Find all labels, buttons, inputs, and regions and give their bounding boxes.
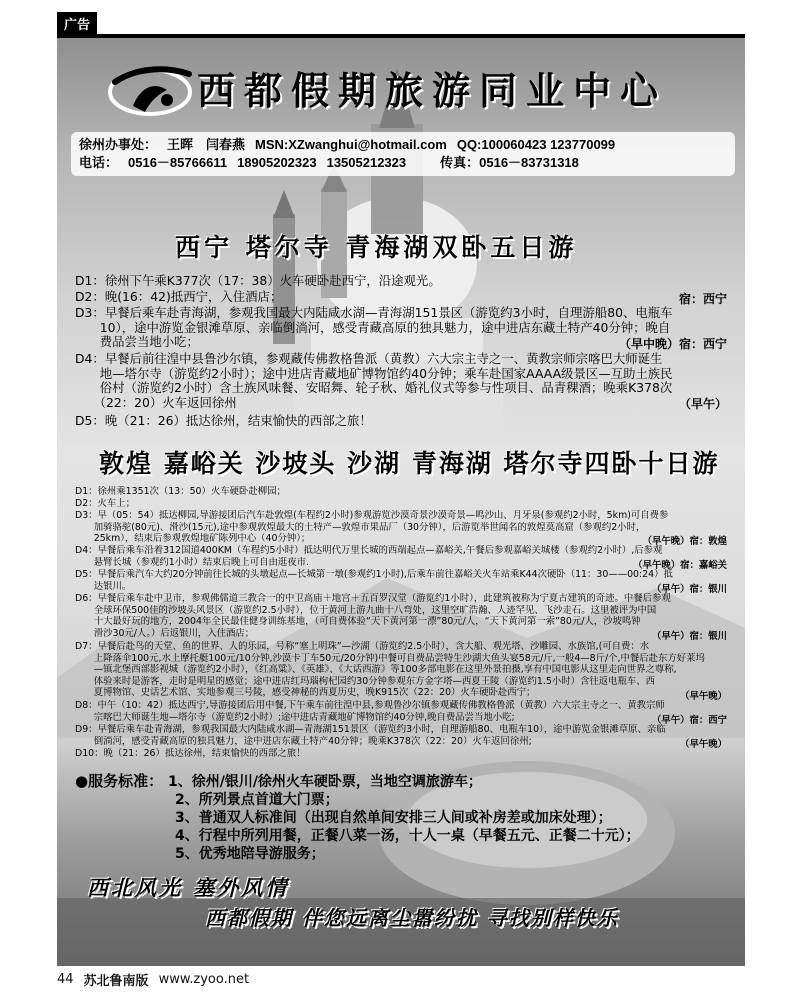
- day-text: 上降落伞100元,水上摩托艇100元/10分钟,沙漠卡丁车50元/20分钟)中餐可自费品尝特生沙湖大鱼头宴58元/斤,一般4—8斤/个,中餐后赴东方好莱坞: [75, 652, 705, 664]
- itinerary-day: [75, 486, 731, 498]
- meal-lodging: （早午晚）: [680, 739, 727, 750]
- day-text: D9：早餐后乘车赴青海湖，参观我国最大内陆咸水湖—青海湖151景区（游览约3小时，自理游船80、电瓶车10），途中游览金银滩草原、亲临: [75, 724, 666, 735]
- day-text: D2：晚(16：42)抵西宁，入住酒店；: [75, 290, 283, 304]
- day-text: D6：早餐后乘车赴中卫市，参观佛儒道三教合一的中卫高庙＋地宫＋五百罗汉堂（游览约1小时），此建筑被称为宁夏古建筑的奇迹。中餐后参观: [75, 593, 671, 604]
- fax-number: 传真：0516－83731318: [440, 155, 579, 170]
- day-text: D1：徐州下午乘K377次（17：38）火车硬卧赴西宁，沿途观光。: [75, 274, 441, 288]
- meal-lodging: （早午）: [678, 397, 727, 411]
- day-text: D3：早（05：54）抵达柳园,导游接团后汽车赴敦煌(车程约2小时)参观游览沙漠奇景沙漠奇景—鸣沙山、月牙泉(参观约2小时，5km)可自费参: [75, 510, 669, 521]
- meal-lodging: 宿：西宁: [678, 292, 727, 306]
- itinerary-day: [75, 414, 731, 429]
- service-standards: [75, 772, 715, 863]
- day-text: D8：中午（10：42）抵达西宁,导游接团后用中餐,下午乘车前往湟中县,参观鲁沙尔镇参观藏传佛教格鲁派（黄教）六大宗主寺之一、黄教宗师: [75, 700, 665, 711]
- meal-lodging: （早午晚）宿：敦煌: [642, 536, 727, 547]
- day-text: 25km），结束后参观敦煌地矿陈列中心（40分钟）；: [75, 533, 311, 545]
- day-text: D10：晚（21：26）抵达徐州，结束愉快的西部之旅！: [75, 748, 306, 759]
- day-text: D7：早餐后赴鸟的天堂、鱼的世界、人的乐园，号称“塞上明珠”—沙湖（游览约2.5小时），含大船、观光塔、沙雕园、水族馆,(可自费：水: [75, 641, 650, 652]
- day-text: 滑沙30元/人。）后返银川，入住酒店；: [75, 627, 255, 639]
- day-text: 达银川。: [75, 580, 132, 592]
- meal-lodging: （早午晚）: [680, 691, 727, 702]
- day-text: —镇北堡西部影视城（游览约2小时），《红高粱》、《英雄》、《大话西游》等100多部电影在这里外景拍摄,享有中国电影从这里走向世界之尊称,: [75, 664, 677, 676]
- ad-label: 广告: [57, 12, 97, 34]
- trip2-title: 敦煌 嘉峪关 沙坡头 沙湖 青海湖 塔尔寺四卧十日游: [99, 449, 720, 478]
- day-text: D4：早餐后前往湟中县鲁沙尔镇，参观藏传佛教格鲁派（黄教）六大宗主寺之一、黄教宗师宗喀巴大师诞生: [75, 352, 663, 366]
- itinerary-day: [75, 724, 731, 750]
- itinerary-day: [75, 510, 731, 545]
- day-text: 宗喀巴大师诞生地—塔尔寺（游览约2小时）;途中进店青藏地矿博物馆约40分钟,晚自费品尝当地小吃;: [75, 711, 515, 723]
- contact-names: 王晖 闫春燕: [167, 137, 246, 152]
- itinerary-day: [75, 306, 731, 350]
- day-text: 十大最好玩的地方，2004年全民最佳健身训练基地，（可自费体验“天下黄河第一漂”80元/人，“天下黄河第一索”80元/人，沙坡鸣钟: [75, 616, 641, 628]
- service-item: 1、徐州/银川/徐州火车硬卧票，当地空调旅游车；: [167, 774, 482, 790]
- page-number: 44: [57, 971, 74, 987]
- itinerary-day: [75, 498, 731, 510]
- day-text: D3：早餐后乘车赴青海湖，参观我国最大内陆咸水湖—青海湖151景区（游览约3小时，自理游船80、电瓶车: [75, 306, 673, 320]
- day-text: 体验来时是游客，走时是明星的感觉；途中进店红玛瑙枸杞园约30分钟参观东方金字塔—西夏王陵（游览约1.5小时）含往返电瓶车、西: [75, 675, 655, 687]
- contact-panel: [71, 132, 735, 176]
- day-text: 俗村（游览约2小时）含土族风味餐、安昭舞、轮子秋、婚礼仪式等参与性项目、品青稞酒；晚乘K378次: [75, 381, 673, 395]
- day-text: 悬臂长城（参观约1小时）结束后晚上可自由逛夜市.: [75, 556, 309, 568]
- service-item: 5、优秀地陪导游服务；: [175, 846, 325, 862]
- poster: [57, 38, 745, 966]
- itinerary-day: [75, 352, 731, 410]
- day-text: 地—塔尔寺（游览约2小时）；途中进店青藏地矿博物馆约40分钟；乘车赴国家AAAA级景区—互助土族民: [75, 366, 673, 381]
- day-text: 10），途中游览金银滩草原、亲临倒淌河，感受青藏高原的独具魅力，途中进店东藏土特产40分钟；晚自: [75, 320, 671, 335]
- service-item: 4、行程中所列用餐，正餐八菜一汤，十人一桌（早餐五元、正餐二十元）；: [175, 828, 640, 844]
- qq-contact: QQ:100060423 123770099: [456, 137, 616, 152]
- edition-label: 苏北鲁南版: [83, 973, 149, 989]
- itinerary-day: [75, 641, 731, 702]
- meal-lodging: （早午）宿：西宁: [651, 715, 727, 726]
- day-text: D2：火车上；: [75, 498, 136, 509]
- meal-lodging: （早中晚）宿：西宁: [618, 337, 727, 351]
- slogan: 西都假期 伴您远离尘嚣纷扰 寻找别样快乐: [205, 906, 619, 930]
- day-text: （22：20）火车返回徐州: [75, 395, 237, 410]
- page-footer: [57, 966, 745, 992]
- service-item: 3、普通双人标准间（出现自然单间安排三人间或补房差或加床处理）；: [175, 810, 612, 826]
- day-text: D5：晚（21：26）抵达徐州，结束愉快的西部之旅！: [75, 414, 372, 428]
- itinerary-day: [75, 569, 731, 595]
- itinerary-day: [75, 545, 731, 571]
- itinerary-day: [75, 274, 731, 289]
- meal-lodging: （早午）宿：银川: [651, 584, 727, 595]
- company-logo: [105, 56, 195, 122]
- slogan: 西北风光 塞外风情: [87, 875, 290, 900]
- brand-title: 西都假期旅游同业中心: [197, 68, 668, 113]
- day-text: 全球环保500佳的沙坡头风景区（游览约2.5小时），位于黄河上游九曲十八弯处，这里空旷浩瀚、人迹罕见、飞沙走石。这里被评为中国: [75, 604, 657, 616]
- day-text: D5：早餐后乘汽车大约20分钟前往长城的头墩起点—长城第一墩(参观约1小时),后乘车前往嘉峪关火车站乘K44次硬卧（11：30——00:24）抵: [75, 569, 673, 580]
- itinerary-day: [75, 290, 731, 305]
- day-text: D1：徐州乘1351次（13：50）火车硬卧赴柳园；: [75, 486, 286, 497]
- phone-label: 电话：: [79, 155, 119, 170]
- itinerary-day: [75, 748, 731, 760]
- website-link[interactable]: www.zyoo.net: [158, 971, 250, 987]
- day-text: 加骑骆驼(80元)、滑沙(15元),途中参观敦煌最大的土特产—敦煌市果品厂（30分钟），后游览举世闻名的敦煌莫高窟（参观约2小时，: [75, 521, 646, 533]
- phone-number: 13505212323: [326, 155, 407, 170]
- day-text: 倒淌河，感受青藏高原的独具魅力，途中进店东藏土特产40分钟；晚乘K378次（22：20）火车返回徐州;: [75, 735, 532, 747]
- service-label: ●服务标准：: [75, 772, 164, 790]
- service-item: 2、所列景点首道大门票；: [175, 792, 339, 808]
- phone-number: 18905202323: [237, 155, 317, 170]
- msn-contact: MSN:XZwanghui@hotmail.com: [255, 137, 447, 152]
- itinerary-day: [75, 593, 731, 642]
- itinerary-day: [75, 700, 731, 726]
- day-text: D4：早餐后乘车沿着312国道400KM（车程约5小时）抵达明代万里长城的西端起点—嘉峪关,午餐后参观嘉峪关城楼（参观约2小时）,后参观: [75, 545, 663, 556]
- day-text: 夏博物馆、史话艺术馆、实地参观三号陵，感受神秘的西夏历史，晚K915次（22：20）火车硬卧赴西宁；: [75, 687, 536, 699]
- trip1-title: 西宁 塔尔寺 青海湖双卧五日游: [175, 233, 578, 262]
- office-label: 徐州办事处：: [79, 137, 158, 152]
- day-text: 费品尝当地小吃；: [75, 335, 199, 349]
- phone-number: 0516－85766611: [128, 155, 228, 170]
- meal-lodging: （早午）宿：银川: [651, 631, 727, 642]
- meal-lodging: （早午晚）宿：嘉峪关: [633, 560, 727, 571]
